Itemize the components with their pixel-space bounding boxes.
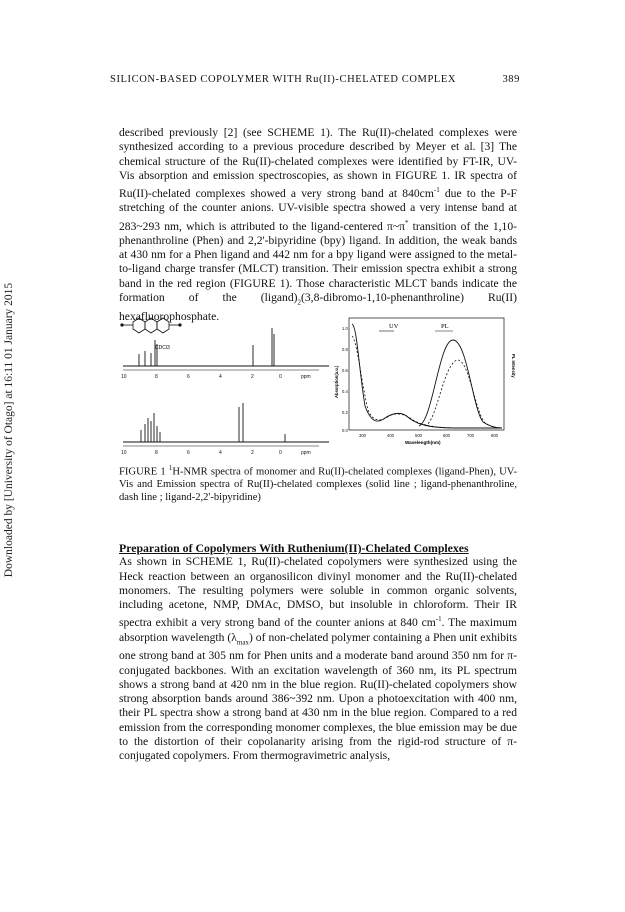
download-watermark: [2, 230, 16, 630]
intro-paragraph: [119, 126, 517, 324]
copolymer-section: [119, 541, 517, 764]
tick-label: ppm: [301, 374, 311, 380]
figure-caption: [119, 462, 517, 505]
y-axis-label-left: Absorption(a.u.): [334, 365, 339, 398]
x-tick: 500: [415, 433, 422, 438]
subscript: max: [236, 637, 249, 646]
y-tick: 0.0: [342, 428, 348, 433]
y-tick: 0.2: [342, 410, 348, 415]
text-run: (3,8-dibromo-1,10-phenanthroline) Ru(II) hexafluorophosphate.: [119, 290, 517, 323]
nmr-ticks-2: [121, 450, 311, 456]
y-tick: 0.8: [342, 347, 348, 352]
y-tick: 0.6: [342, 368, 348, 373]
x-tick: 700: [467, 433, 474, 438]
text-run: due to the P-F stretching of the counter anions. UV-visible spectra showed a very intense band at 283~293 nm, which is attributed to the ligand-centered π~π: [119, 187, 517, 233]
text-run: ) of non-chelated polymer containing a Phen unit exhibits one strong band at 305 nm for Phen units and a moderate band around 350 nm for π-conjugated backbones. With an excitation wavelength of 360 nm, its PL spectrum shows a strong band at 420 nm in the blue region. Ru(II)-chelated copolymers show strong absorption bands around 386~392 nm. Upon a photoexcitation with 400 nm, their PL spectra show a strong band at 430 nm in the blue region. Compared to a red emission from the corresponding monomer complexes, the blue emission may be due to the distortion of their copolanarity arising from the rigid-rod structure of π-conjugated copolymers. From thermogravimetric analysis,: [119, 630, 517, 763]
superscript: 1: [168, 464, 173, 472]
uv-pl-plot: [334, 318, 516, 445]
x-tick: 300: [359, 433, 366, 438]
y-tick: 1.0: [342, 326, 348, 331]
running-header: [110, 74, 520, 85]
subscript: 2: [297, 298, 302, 307]
x-tick: 600: [443, 433, 450, 438]
x-tick: 800: [491, 433, 498, 438]
tick-label: 2: [251, 450, 254, 456]
paragraph-text: [119, 126, 517, 324]
tick-label: 8: [155, 374, 158, 380]
pl-emission-solid: [419, 340, 502, 428]
tick-label: 6: [187, 450, 190, 456]
text-run: As shown in SCHEME 1, Ru(II)-chelated copolymers were synthesized using the Heck reaction between an organosilicon divinyl monomer and the Ru(II)-chelated monomers. The resulting polymers were soluble in common organic solvents, including acetone, NMP, DMAc, DMSO, but insoluble in chloroform. Their IR spectra exhibit a very strong band of the counter anions at 840 cm: [119, 555, 517, 630]
caption-label: FIGURE 1: [119, 466, 169, 478]
tick-label: 2: [251, 374, 254, 380]
superscript: -1: [433, 186, 440, 195]
pl-label: PL: [441, 323, 449, 330]
plot-frame: [349, 318, 504, 430]
download-note: Downloaded by [University of Otago] at 16:11 01 January 2015: [3, 282, 15, 578]
tick-label: 0: [279, 374, 282, 380]
text-run: . The maximum absorption wavelength (λ: [119, 616, 517, 644]
x-axis-label: Wavelength(nm): [405, 440, 441, 445]
text-run: transition of the 1,10-phenanthroline (Phen) and 2,2'-bipyridine (bpy) ligand. In addition, the weak bands at 430 nm for a Phen ligand and 442 nm for a bpy ligand were assigned to the metal-to-ligand charge transfer (MLCT) transition. Their emission spectra exhibit a strong band in the red region (FIGURE 1). Those characteristic MLCT bands indicate the formation of the (ligand): [119, 219, 517, 304]
tick-label: 0: [279, 450, 282, 456]
section-heading: Preparation of Copolymers With Ruthenium(II)-Chelated Complexes: [119, 541, 469, 555]
molecule-structure: [121, 318, 181, 333]
nmr-ticks-1: [121, 374, 311, 380]
tick-label: ppm: [301, 450, 311, 456]
tick-label: 10: [121, 374, 127, 380]
tick-label: 4: [219, 374, 222, 380]
y-tick: 0.4: [342, 389, 348, 394]
nmr-solvent-label: CDCl3: [155, 345, 170, 351]
uv-label: UV: [389, 323, 399, 330]
tick-label: 8: [155, 450, 158, 456]
caption-text: H-NMR spectra of monomer and Ru(II)-chelated complexes (ligand-Phen), UV-Vis and Emission spectra of Ru(II)-chelated complexes (solid line ; ligand-phenanthroline, dash line ; ligand-2,2'-bipyridine): [119, 466, 517, 504]
figure-1: [119, 310, 517, 460]
nmr-spectrum-complex: [123, 403, 329, 442]
uv-absorption-dashed: [352, 336, 459, 428]
pl-emission-dashed: [425, 360, 502, 428]
nmr-spectrum-monomer: [123, 328, 329, 366]
page-number: 389: [502, 74, 520, 85]
text-run: described previously [2] (see SCHEME 1). The Ru(II)-chelated complexes were synthesized according to a previous procedure described by Meyer et al. [3] The chemical structure of the Ru(II)-chelated complexes were identified by FT-IR, UV-Vis absorption and emission spectroscopies, as shown in FIGURE 1. IR spectra of Ru(II)-chelated complexes showed a very strong band at 840cm: [119, 126, 517, 201]
superscript: *: [405, 218, 409, 227]
x-tick: 400: [387, 433, 394, 438]
tick-label: 10: [121, 450, 127, 456]
tick-label: 4: [219, 450, 222, 456]
superscript: -1: [435, 615, 442, 624]
tick-label: 6: [187, 374, 190, 380]
running-title: SILICON-BASED COPOLYMER WITH Ru(II)-CHELATED COMPLEX: [110, 74, 457, 85]
paragraph-text: [119, 555, 517, 763]
y-axis-label-right: PL Intensity: [511, 354, 516, 378]
figure-graphics: [119, 310, 517, 460]
